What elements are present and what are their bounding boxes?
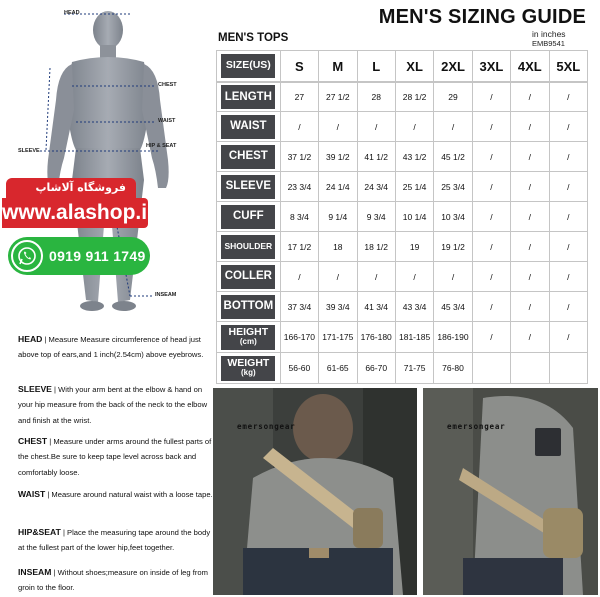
table-cell: 171-175 bbox=[319, 322, 357, 353]
row-label: SHOULDER bbox=[221, 235, 275, 259]
corner-label: SIZE(US) bbox=[221, 54, 275, 78]
table-cell: / bbox=[473, 82, 511, 112]
product-photo-front bbox=[213, 388, 417, 595]
table-cell: / bbox=[319, 112, 357, 142]
table-cell: 24 3/4 bbox=[358, 172, 396, 202]
row-label-unit: (cm) bbox=[239, 337, 257, 347]
table-cell: / bbox=[358, 262, 396, 292]
size-header-3xl: 3XL bbox=[473, 50, 511, 82]
row-label: COLLER bbox=[221, 265, 275, 289]
table-row bbox=[216, 172, 588, 202]
table-cell: / bbox=[511, 172, 549, 202]
table-cell: / bbox=[550, 232, 588, 262]
table-cell: / bbox=[473, 172, 511, 202]
table-row bbox=[216, 202, 588, 232]
table-cell bbox=[473, 353, 511, 384]
table-cell: / bbox=[434, 262, 472, 292]
size-header-m: M bbox=[319, 50, 357, 82]
table-row bbox=[216, 353, 588, 384]
table-cell: / bbox=[434, 112, 472, 142]
table-cell: / bbox=[396, 112, 434, 142]
table-cell: / bbox=[473, 232, 511, 262]
whatsapp-icon bbox=[11, 240, 43, 272]
row-label: SLEEVE bbox=[221, 175, 275, 199]
table-cell: / bbox=[511, 262, 549, 292]
table-cell: 166-170 bbox=[281, 322, 319, 353]
desc-inseam: INSEAM | Without shoes;measure on inside of leg from groin to the floor. bbox=[18, 567, 208, 593]
table-cell: 39 3/4 bbox=[319, 292, 357, 322]
row-label-cell bbox=[216, 232, 281, 262]
table-cell: 43 3/4 bbox=[396, 292, 434, 322]
table-cell: 45 3/4 bbox=[434, 292, 472, 322]
table-cell: / bbox=[511, 202, 549, 232]
row-label-cell bbox=[216, 172, 281, 202]
table-cell: 24 1/4 bbox=[319, 172, 357, 202]
table-cell: / bbox=[511, 292, 549, 322]
table-cell: / bbox=[550, 82, 588, 112]
table-cell: 66-70 bbox=[358, 353, 396, 384]
phone-number: 0919 911 1749 bbox=[49, 248, 146, 264]
table-cell bbox=[511, 353, 549, 384]
row-label-text: WEIGHT bbox=[227, 357, 270, 370]
row-label-cell bbox=[216, 353, 281, 384]
table-cell: 28 1/2 bbox=[396, 82, 434, 112]
table-cell: 27 bbox=[281, 82, 319, 112]
table-cell: / bbox=[473, 202, 511, 232]
table-row bbox=[216, 142, 588, 172]
size-header-4xl: 4XL bbox=[511, 50, 549, 82]
table-cell: / bbox=[511, 82, 549, 112]
table-header-row bbox=[216, 50, 588, 82]
table-cell: 10 3/4 bbox=[434, 202, 472, 232]
row-label-cell bbox=[216, 202, 281, 232]
table-cell: 39 1/2 bbox=[319, 142, 357, 172]
table-cell: 176-180 bbox=[358, 322, 396, 353]
row-label-unit: (kg) bbox=[241, 368, 256, 378]
row-label: WAIST bbox=[221, 115, 275, 139]
table-row bbox=[216, 112, 588, 142]
brand-watermark-front: emersongear bbox=[237, 422, 296, 431]
row-label: LENGTH bbox=[221, 85, 275, 109]
size-header-5xl: 5XL bbox=[550, 50, 588, 82]
row-label-cell bbox=[216, 82, 281, 112]
table-cell: 37 1/2 bbox=[281, 142, 319, 172]
table-cell: / bbox=[473, 322, 511, 353]
shop-name-badge: فروشگاه آلاشاپ bbox=[6, 178, 136, 198]
table-cell: 29 bbox=[434, 82, 472, 112]
table-cell: 8 3/4 bbox=[281, 202, 319, 232]
table-cell: / bbox=[473, 142, 511, 172]
row-label-text: HEIGHT bbox=[228, 326, 269, 339]
table-cell: 19 bbox=[396, 232, 434, 262]
table-cell: 27 1/2 bbox=[319, 82, 357, 112]
table-row bbox=[216, 232, 588, 262]
table-cell: 41 3/4 bbox=[358, 292, 396, 322]
brand-watermark-side: emersongear bbox=[447, 422, 506, 431]
table-cell: / bbox=[550, 292, 588, 322]
table-cell: / bbox=[511, 142, 549, 172]
figure-label-hip: HIP & SEAT bbox=[146, 143, 177, 149]
table-cell: 181-185 bbox=[396, 322, 434, 353]
table-cell: 37 3/4 bbox=[281, 292, 319, 322]
measurement-figure bbox=[0, 0, 212, 330]
table-corner-cell bbox=[216, 50, 281, 82]
desc-chest: CHEST | Measure under arms around the fullest parts of the chest.Be sure to keep tape level across back and comfortably loose. bbox=[18, 436, 212, 477]
row-label bbox=[221, 356, 275, 381]
table-cell: 19 1/2 bbox=[434, 232, 472, 262]
table-cell: / bbox=[550, 112, 588, 142]
section-title: MEN'S TOPS bbox=[218, 32, 289, 44]
photo-front-illustration bbox=[213, 388, 417, 595]
row-label: BOTTOM bbox=[221, 295, 275, 319]
photo-side-illustration bbox=[423, 388, 598, 595]
row-label-cell bbox=[216, 142, 281, 172]
body-silhouette bbox=[0, 0, 212, 330]
table-cell: / bbox=[473, 262, 511, 292]
table-cell: 186-190 bbox=[434, 322, 472, 353]
table-cell: / bbox=[319, 262, 357, 292]
table-cell: / bbox=[511, 232, 549, 262]
table-body bbox=[216, 82, 588, 384]
table-cell: 17 1/2 bbox=[281, 232, 319, 262]
figure-label-head: HEAD bbox=[64, 10, 80, 16]
figure-label-waist: WAIST bbox=[158, 118, 176, 124]
table-cell: 10 1/4 bbox=[396, 202, 434, 232]
table-row bbox=[216, 82, 588, 112]
table-cell: / bbox=[281, 262, 319, 292]
table-cell: / bbox=[358, 112, 396, 142]
desc-waist: WAIST | Measure around natural waist with a loose tape. bbox=[18, 489, 213, 499]
figure-label-inseam: INSEAM bbox=[155, 292, 177, 298]
desc-hip-seat: HIP&SEAT | Place the measuring tape around the body at the fullest part of the lower hip,feet together. bbox=[18, 527, 211, 553]
table-cell: / bbox=[550, 322, 588, 353]
model-number: EMB9541 bbox=[532, 39, 565, 48]
table-cell: 25 1/4 bbox=[396, 172, 434, 202]
table-cell: / bbox=[396, 262, 434, 292]
page-title: MEN'S SIZING GUIDE bbox=[378, 6, 586, 28]
table-cell: 9 3/4 bbox=[358, 202, 396, 232]
shop-url-banner[interactable]: www.alashop.ir bbox=[2, 198, 148, 228]
table-cell: 43 1/2 bbox=[396, 142, 434, 172]
table-cell: 28 bbox=[358, 82, 396, 112]
table-cell: 76-80 bbox=[434, 353, 472, 384]
row-label-cell bbox=[216, 322, 281, 353]
size-header-l: L bbox=[358, 50, 396, 82]
whatsapp-phone-pill[interactable] bbox=[8, 237, 150, 275]
table-cell: / bbox=[550, 202, 588, 232]
table-cell: / bbox=[550, 262, 588, 292]
table-row bbox=[216, 292, 588, 322]
size-header-xl: XL bbox=[396, 50, 434, 82]
table-cell bbox=[550, 353, 588, 384]
size-header-s: S bbox=[281, 50, 319, 82]
row-label-cell bbox=[216, 262, 281, 292]
row-label-cell bbox=[216, 292, 281, 322]
table-cell: / bbox=[281, 112, 319, 142]
row-label: CUFF bbox=[221, 205, 275, 229]
table-cell: 18 1/2 bbox=[358, 232, 396, 262]
product-photo-side bbox=[423, 388, 598, 595]
table-cell: 25 3/4 bbox=[434, 172, 472, 202]
desc-head: HEAD | Measure Measure circumference of head just above top of ears,and 1 inch(2.54cm) above eyebrows. bbox=[18, 334, 204, 360]
table-cell: 56-60 bbox=[281, 353, 319, 384]
row-label: CHEST bbox=[221, 145, 275, 169]
table-cell: / bbox=[550, 142, 588, 172]
table-cell: 41 1/2 bbox=[358, 142, 396, 172]
table-cell: 45 1/2 bbox=[434, 142, 472, 172]
table-cell: 18 bbox=[319, 232, 357, 262]
table-cell: 71-75 bbox=[396, 353, 434, 384]
row-label-cell bbox=[216, 112, 281, 142]
table-cell: 23 3/4 bbox=[281, 172, 319, 202]
table-cell: / bbox=[511, 322, 549, 353]
units-subtitle: in inches bbox=[532, 29, 566, 39]
desc-sleeve: SLEEVE | With your arm bent at the elbow & hand on your hip measure from the back of the neck to the elbow and finish at the wrist. bbox=[18, 384, 208, 425]
table-cell: / bbox=[473, 112, 511, 142]
size-table bbox=[216, 50, 588, 384]
row-label bbox=[221, 325, 275, 350]
table-cell: / bbox=[511, 112, 549, 142]
table-row bbox=[216, 262, 588, 292]
figure-label-chest: CHEST bbox=[158, 82, 177, 88]
figure-label-sleeve: SLEEVE bbox=[18, 148, 40, 154]
table-row bbox=[216, 322, 588, 353]
table-cell: 9 1/4 bbox=[319, 202, 357, 232]
table-cell: / bbox=[550, 172, 588, 202]
table-cell: 61-65 bbox=[319, 353, 357, 384]
size-header-2xl: 2XL bbox=[434, 50, 472, 82]
table-cell: / bbox=[473, 292, 511, 322]
